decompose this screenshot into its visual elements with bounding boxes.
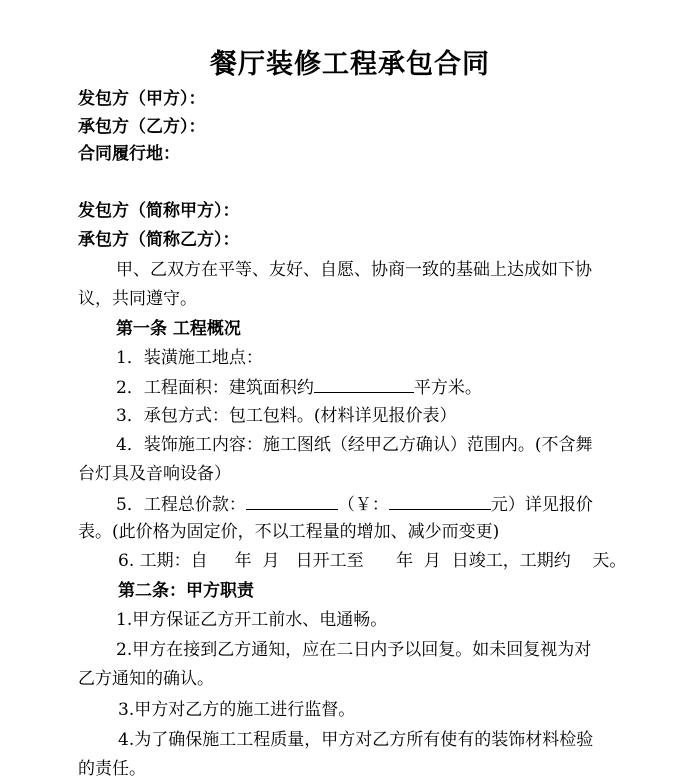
article2-item1: 1.甲方保证乙方开工前水、电通畅。	[116, 610, 388, 630]
article1-item5	[116, 493, 593, 516]
article2-heading: 第二条：甲方职责	[118, 581, 254, 601]
article1-item3: 3．承包方式：包工包料。(材料详见报价表）	[116, 406, 457, 426]
article1-item2-unit: 平方米。	[413, 378, 482, 398]
area-blank	[314, 376, 414, 393]
article1-item4-line1: 4．装饰施工内容：施工图纸（经甲乙方确认）范围内。(不含舞	[116, 435, 593, 455]
article1-item4-line2: 台灯具及音响设备）	[78, 464, 231, 484]
article1-heading: 第一条 工程概况	[116, 319, 241, 339]
intro-paragraph-line2: 议，共同遵守。	[78, 289, 197, 309]
article1-item2-text: 2．工程面积：建筑面积约	[116, 378, 314, 398]
article1-item5-text: 5．工程总价款：	[116, 495, 246, 515]
contractor-short-label: 承包方（简称乙方）：	[78, 230, 240, 250]
article2-item3: 3.甲方对乙方的施工进行监督。	[118, 700, 356, 720]
article2-item2-line2: 乙方通知的确认。	[78, 669, 214, 689]
issuer-short-label: 发包方（简称甲方）：	[78, 201, 240, 221]
price-blank	[246, 493, 338, 510]
article1-item5-yen: （￥：	[337, 495, 389, 515]
article1-item5-line2: 表。(此价格为固定价，不以工程量的增加、减少而变更)	[78, 522, 500, 542]
issuer-label: 发包方（甲方）：	[78, 89, 206, 109]
article2-item4-line2: 的责任。	[78, 759, 146, 779]
place-label: 合同履行地：	[78, 144, 180, 164]
intro-paragraph-line1: 甲、乙双方在平等、友好、自愿、协商一致的基础上达成如下协	[116, 260, 592, 280]
article1-item5-tail: 元）详见报价	[490, 495, 593, 515]
article1-item1: 1．装潢施工地点：	[116, 348, 263, 368]
article2-item4-line1: 4.为了确保施工工程质量，甲方对乙方所有使有的装饰材料检验	[118, 730, 594, 750]
document-title: 餐厅装修工程承包合同	[210, 49, 490, 80]
article1-item2	[116, 376, 482, 399]
contractor-label: 承包方（乙方）：	[78, 117, 206, 137]
article1-item6: 6. 工期：自 年 月 日开工至 年 月 日竣工，工期约 天。	[118, 551, 627, 571]
article2-item2-line1: 2.甲方在接到乙方通知，应在二日内予以回复。如未回复视为对	[116, 640, 592, 660]
price-yen-blank	[389, 493, 491, 510]
